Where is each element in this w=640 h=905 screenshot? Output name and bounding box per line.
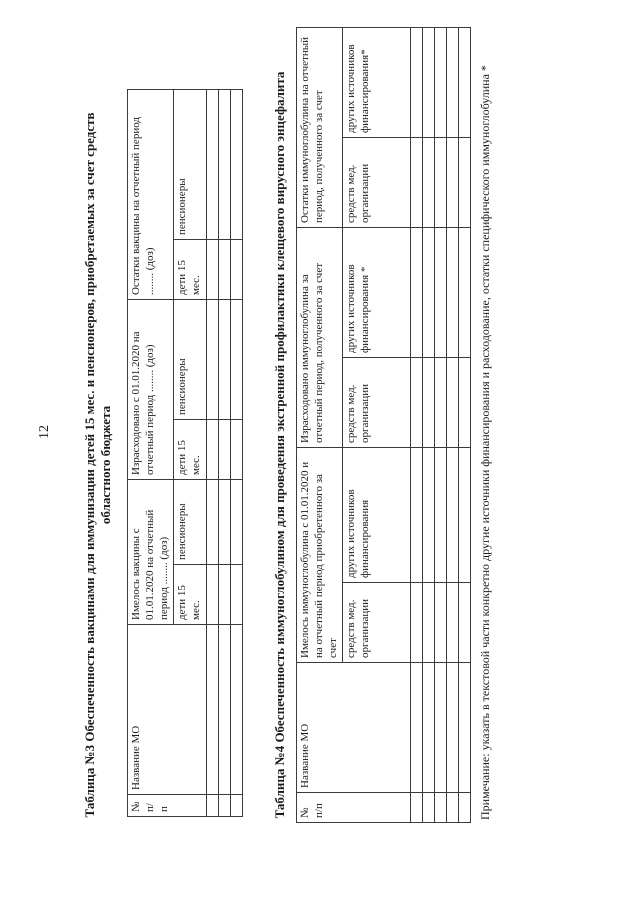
- t4-sub-med-had: средств мед. организации: [343, 583, 411, 663]
- t3-sub-pensioners-used: пенсионеры: [174, 300, 207, 420]
- table-row: [447, 27, 459, 822]
- page-number: 12: [37, 425, 52, 439]
- t3-header-remaining: Остатки вакцины на отчетный период ........ (доз): [128, 90, 174, 300]
- t4-header-name: Название МО: [297, 663, 411, 793]
- table-row: [206, 90, 218, 817]
- t3-sub-children-had: дети 15 мес.: [174, 565, 207, 625]
- table-row: [435, 27, 447, 822]
- t3-header-had: Имелось вакцины с 01.01.2020 на отчетный период ........ (доз): [128, 480, 174, 625]
- footnote: Примечание: указать в текстовой части конкретно другие источники финансирования и расходование, остатки специфического иммуноглобулина *: [478, 65, 492, 820]
- t4-sub-med-used: средств мед. организации: [343, 357, 411, 447]
- table-row: [218, 90, 230, 817]
- table3-caption: Таблица №3 Обеспеченность вакцинами для иммунизации детей 15 мес. и пенсионеров, приобретаемых за счет средств областного бюджета: [82, 112, 114, 818]
- t3-sub-children-remaining: дети 15 мес.: [174, 240, 207, 300]
- table-row: [459, 27, 471, 822]
- table4: [296, 27, 471, 823]
- t4-sub-other-used: других источников финансирования *: [343, 227, 411, 357]
- t3-header-used: Израсходовано с 01.01.2020 на отчетный период ........ (доз): [128, 300, 174, 480]
- t3-sub-pensioners-remaining: пенсионеры: [174, 90, 207, 240]
- table-row: [423, 27, 435, 822]
- t3-sub-children-used: дети 15 мес.: [174, 420, 207, 480]
- table-row: [411, 27, 423, 822]
- t3-sub-pensioners-had: пенсионеры: [174, 480, 207, 565]
- t3-header-name: Название МО: [128, 625, 207, 795]
- t3-header-num: № п/п: [128, 795, 207, 817]
- t4-header-remaining: Остатки иммуноглобулина на отчетный период, полученного за счет: [297, 27, 343, 227]
- table4-caption: Таблица №4 Обеспеченность иммуноглобулином для проведения экстренной профилактики клещевого вирусного энцефалита: [272, 71, 287, 819]
- t4-sub-other-remaining: других источников финансирования*: [343, 27, 411, 137]
- t4-header-had: Имелось иммуноглобулина с 01.01.2020 и на отчетный период приобретенного за счет: [297, 447, 343, 662]
- t4-header-used: Израсходовано иммуноглобулина за отчетный период, полученного за счет: [297, 227, 343, 447]
- t4-sub-med-remaining: средств мед. организации: [343, 137, 411, 227]
- table3: [127, 89, 243, 817]
- table-row: [230, 90, 242, 817]
- t4-header-num: № п/п: [297, 793, 411, 823]
- t4-sub-other-had: других источников финансирования: [343, 447, 411, 582]
